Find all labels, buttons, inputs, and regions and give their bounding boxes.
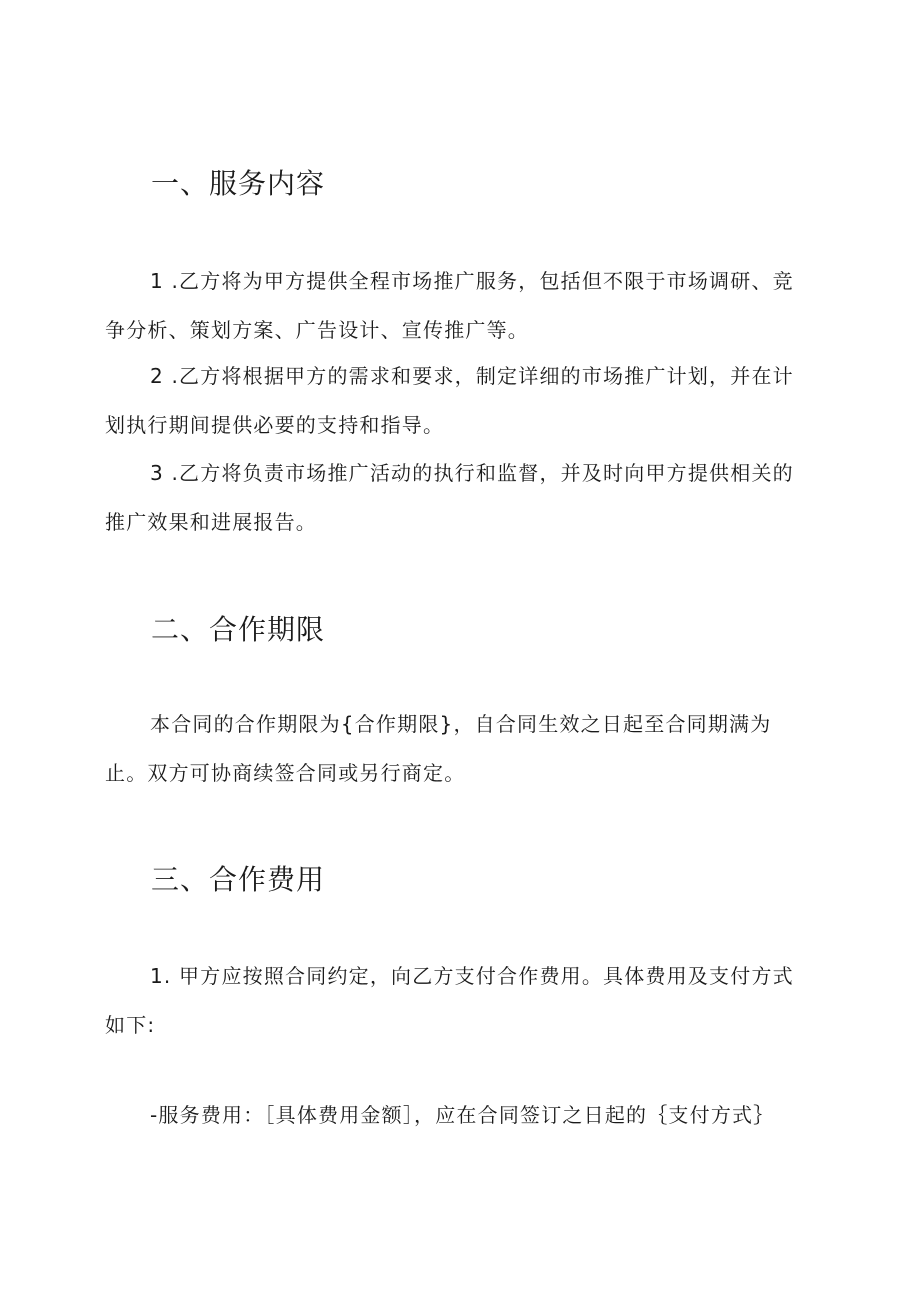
service-item-1-line-2: 争分析、策划方案、广告设计、宣传推广等。 bbox=[105, 318, 529, 342]
service-item-3-line-1: 3 .乙方将负责市场推广活动的执行和监督，并及时向甲方提供相关的 bbox=[150, 461, 794, 485]
fees-item-1-line-1: 1. 甲方应按照合同约定，向乙方支付合作费用。具体费用及支付方式 bbox=[150, 964, 794, 988]
fees-item-1-line-2: 如下: bbox=[105, 1013, 156, 1037]
term-paragraph bbox=[105, 700, 820, 798]
term-paragraph-line-2: 止。双方可协商续签合同或另行商定。 bbox=[105, 761, 466, 785]
section-heading-cooperation-fees: 三、合作费用 bbox=[151, 863, 326, 896]
fees-item-1 bbox=[105, 952, 820, 1050]
section-heading-cooperation-term: 二、合作期限 bbox=[151, 613, 326, 646]
term-paragraph-line-1: 本合同的合作期限为{合作期限}，自合同生效之日起至合同期满为 bbox=[150, 712, 772, 736]
service-item-2-line-1: 2 .乙方将根据甲方的需求和要求，制定详细的市场推广计划，并在计 bbox=[150, 364, 794, 388]
fees-service-fee-line-text: -服务费用：［具体费用金额］，应在合同签订之日起的｛支付方式｝ bbox=[150, 1103, 775, 1127]
service-item-3-line-2: 推广效果和进展报告。 bbox=[105, 510, 317, 534]
service-item-2 bbox=[105, 352, 820, 450]
fees-service-fee-line bbox=[150, 1091, 820, 1140]
section-heading-service-content: 一、服务内容 bbox=[151, 167, 326, 200]
service-item-1 bbox=[105, 257, 820, 355]
service-item-2-line-2: 划执行期间提供必要的支持和指导。 bbox=[105, 413, 445, 437]
service-item-1-line-1: 1 .乙方将为甲方提供全程市场推广服务，包括但不限于市场调研、竞 bbox=[150, 269, 794, 293]
service-item-3 bbox=[105, 449, 820, 547]
